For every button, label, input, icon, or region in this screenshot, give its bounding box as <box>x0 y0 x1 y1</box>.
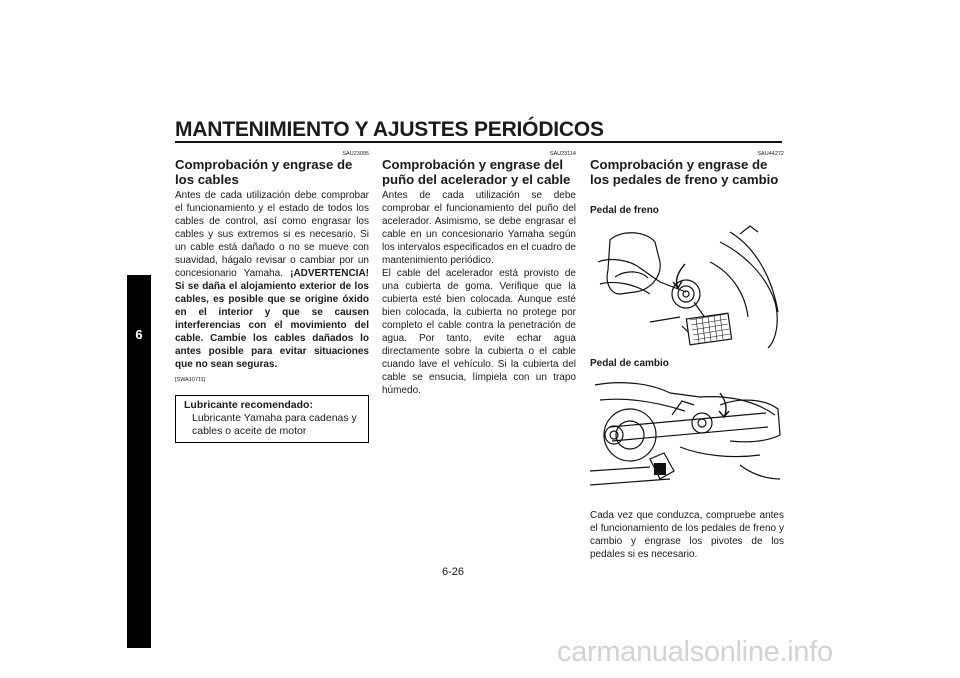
section-code: SAU44272 <box>757 151 784 157</box>
section-body: Cada vez que conduzca, compruebe antes el funcionamiento de los pedales de freno y cambio y engrase los pivotes de los pedales si es necesario. <box>590 510 784 560</box>
warning-text: ¡ADVERTENCIA! Si se daña el alojamiento exterior de los cables, es posible que se origine óxido en el interior y que se causen interferencias con el movimiento del cable. Cambie los cables dañados lo antes posible para evitar situaciones que no sean seguras. <box>175 268 369 370</box>
header-rule <box>175 141 782 143</box>
lubricant-box-text: Lubricante Yamaha para cadenas y cables o aceite de motor <box>192 412 357 437</box>
section-paragraph-2: El cable del acelerador está provisto de una cubierta de goma. Verifique que la cubierta esté bien colocada. Aunque esté bien colocada, la cubierta no protege por completo el cable contra la penetración de agua. Por tanto, evite echar agua directamente sobre la cubierta o el cable cuando lave el vehículo. Si la cubierta del cable se ensucia, límpiela con un trapo húmedo. <box>382 268 576 396</box>
section-title: Comprobación y engrase de los cables <box>175 157 353 187</box>
shift-pedal-label: Pedal de cambio <box>590 358 669 369</box>
shift-pedal-illustration <box>590 375 784 499</box>
watermark: carmanualsonline.info <box>557 636 833 668</box>
section-title: Comprobación y engrase de los pedales de freno y cambio <box>590 157 779 187</box>
page-number: 6-26 <box>442 566 465 578</box>
section-body <box>175 189 369 371</box>
lubricant-box-title: Lubricante recomendado: <box>184 399 313 411</box>
page-title: MANTENIMIENTO Y AJUSTES PERIÓDICOS <box>175 118 604 141</box>
section-pedals <box>590 151 784 561</box>
brake-pedal-label: Pedal de freno <box>590 205 659 216</box>
section-cables <box>175 151 369 443</box>
chapter-tab: 6 <box>127 275 151 648</box>
section-code: SAU23095 <box>342 151 369 157</box>
section-title: Comprobación y engrase del puño del acelerador y el cable <box>382 157 571 187</box>
section-paragraph-1: Antes de cada utilización se debe comprobar el funcionamiento del puño del acelerador. Asimismo, se debe engrasar el cable en un concesionario Yamaha según los intervalos especificados en el cuadro de mantenimiento periódico. <box>382 190 576 266</box>
brake-pedal-illustration <box>590 222 784 352</box>
lubricant-box <box>175 395 369 443</box>
section-throttle <box>382 151 576 397</box>
warning-code: [SWA10711] <box>175 377 206 383</box>
section-code: SAU23114 <box>549 151 576 157</box>
body-text: Antes de cada utilización debe comprobar el funcionamiento y el estado de todos los cables de control, así como engrasar los cables y sus extremos si es necesario. Si un cable está dañado o no se mueve con suavidad, hágalo revisar o cambiar por un concesionario Yamaha. <box>175 190 369 279</box>
